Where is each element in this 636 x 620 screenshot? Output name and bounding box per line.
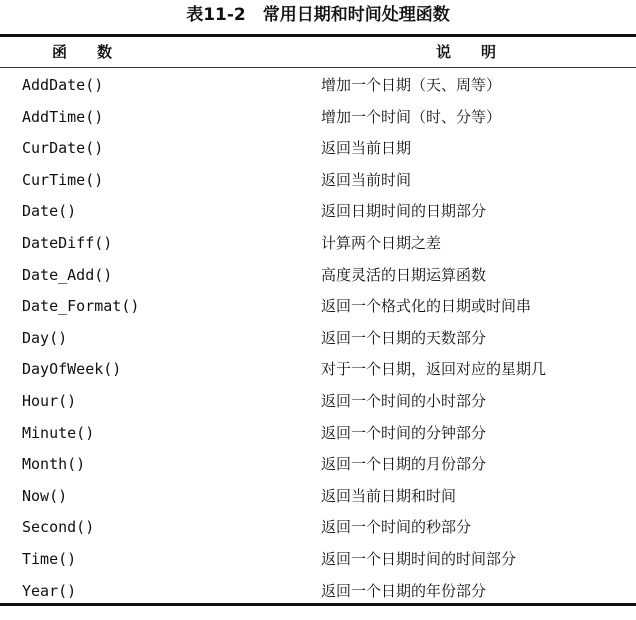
table-row: [0, 291, 636, 323]
table-row: [0, 323, 636, 355]
table-row: [0, 165, 636, 197]
function-description: 返回当前时间: [321, 170, 412, 189]
top-rule: [0, 34, 636, 37]
function-name: Year(): [22, 581, 77, 600]
function-description: 返回当前日期: [321, 139, 412, 158]
header-function: 函 数: [52, 43, 113, 61]
table-row: [0, 386, 636, 418]
function-name: Month(): [22, 455, 86, 474]
function-name: Hour(): [22, 391, 77, 410]
function-description: 返回日期时间的日期部分: [321, 202, 487, 221]
function-description: 返回当前日期和时间: [321, 486, 457, 505]
function-name: Date(): [22, 202, 77, 221]
function-name: Date_Add(): [22, 265, 113, 284]
function-description: 返回一个日期的年份部分: [321, 581, 487, 600]
table-row: [0, 102, 636, 134]
table-row: [0, 481, 636, 513]
function-name: Day(): [22, 328, 68, 347]
function-description: 对于一个日期，返回对应的星期几: [321, 360, 547, 379]
function-name: DayOfWeek(): [22, 360, 122, 379]
function-description: 返回一个时间的分钟部分: [321, 423, 487, 442]
function-description: 返回一个格式化的日期或时间串: [321, 297, 532, 316]
function-description: 增加一个时间（时、分等）: [321, 107, 502, 126]
function-description: 返回一个时间的秒部分: [321, 518, 472, 537]
table-body: [0, 70, 636, 607]
function-name: Minute(): [22, 423, 95, 442]
function-description: 返回一个日期的天数部分: [321, 328, 487, 347]
function-description: 增加一个日期（天、周等）: [321, 76, 502, 94]
function-name: CurDate(): [22, 139, 104, 158]
function-name: Now(): [22, 486, 68, 505]
table-row: [0, 354, 636, 386]
table-row: [0, 512, 636, 544]
function-name: Second(): [22, 518, 95, 537]
function-name: AddDate(): [22, 76, 104, 94]
function-description: 返回一个日期时间的时间部分: [321, 549, 517, 568]
function-name: Date_Format(): [22, 297, 140, 316]
table-row: [0, 196, 636, 228]
function-name: AddTime(): [22, 107, 104, 126]
header-rule: [0, 67, 636, 68]
function-description: 返回一个时间的小时部分: [321, 391, 487, 410]
table-row: [0, 418, 636, 450]
table-row: [0, 260, 636, 292]
table-row: [0, 228, 636, 260]
function-name: CurTime(): [22, 170, 104, 189]
table-title: 表11-2 常用日期和时间处理函数: [186, 5, 450, 25]
table-row: [0, 70, 636, 102]
table-row: [0, 544, 636, 576]
function-name: Time(): [22, 549, 77, 568]
header-description: 说 明: [436, 43, 497, 61]
function-name: DateDiff(): [22, 233, 113, 252]
table-row: [0, 449, 636, 481]
function-description: 计算两个日期之差: [321, 233, 442, 252]
table-row: [0, 133, 636, 165]
function-description: 返回一个日期的月份部分: [321, 455, 487, 474]
function-description: 高度灵活的日期运算函数: [321, 265, 487, 284]
bottom-rule: [0, 603, 636, 606]
